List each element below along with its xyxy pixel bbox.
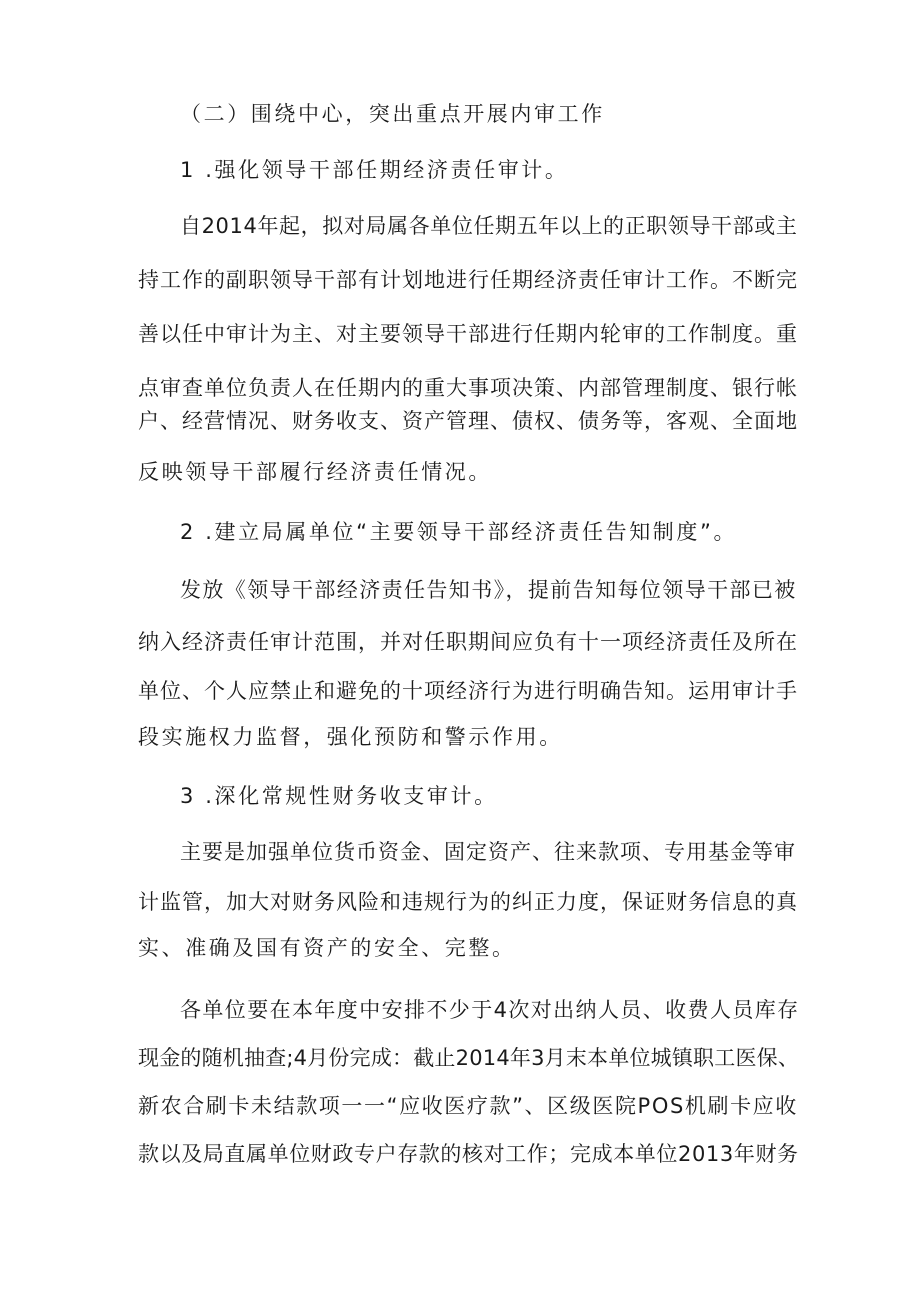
paragraph-4-line-2: 现金的随机抽查;4月份完成：截止2014年3月末本单位城镇职工医保、	[138, 1046, 800, 1070]
paragraph-2-line-2: 纳入经济责任审计范围，并对任职期间应负有十一项经济责任及所在	[138, 630, 798, 654]
item-2-title: 2 .建立局属单位“主要领导干部经济责任告知制度”。	[180, 520, 738, 544]
paragraph-1-line-6: 反映领导干部履行经济责任情况。	[138, 460, 492, 484]
item-3-title: 3 .深化常规性财务收支审计。	[180, 784, 498, 808]
paragraph-4-line-1: 各单位要在本年度中安排不少于4次对出纳人员、收费人员库存	[180, 998, 800, 1022]
paragraph-4-line-3: 新农合刷卡未结款项一一“应收医疗款”、区级医院POS机刷卡应收	[138, 1094, 798, 1118]
section-heading: （二）围绕中心，突出重点开展内审工作	[180, 102, 605, 126]
paragraph-1-line-2: 持工作的副职领导干部有计划地进行任期经济责任审计工作。不断完	[138, 268, 798, 292]
item-1-title: 1 .强化领导干部任期经济责任审计。	[180, 158, 569, 182]
paragraph-1-line-4: 点审查单位负责人在任期内的重大事项决策、内部管理制度、银行帐	[138, 376, 798, 400]
paragraph-2-line-1: 发放《领导干部经济责任告知书》，提前告知每位领导干部已被	[180, 578, 797, 602]
paragraph-2-line-4: 段实施权力监督，强化预防和警示作用。	[138, 725, 563, 749]
paragraph-3-line-1: 主要是加强单位货币资金、固定资产、往来款项、专用基金等审	[180, 840, 796, 864]
paragraph-3-line-2: 计监管，加大对财务风险和违规行为的纠正力度，保证财务信息的真	[138, 890, 798, 914]
paragraph-1-line-1: 自2014年起，拟对局属各单位任期五年以上的正职领导干部或主	[180, 214, 798, 238]
paragraph-4-line-4: 款以及局直属单位财政专户存款的核对工作；完成本单位2013年财务	[138, 1142, 799, 1166]
paragraph-1-line-3: 善以任中审计为主、对主要领导干部进行任期内轮审的工作制度。重	[138, 322, 798, 346]
paragraph-3-line-3: 实、准确及国有资产的安全、完整。	[138, 936, 516, 960]
paragraph-2-line-3: 单位、个人应禁止和避免的十项经济行为进行明确告知。运用审计手	[138, 679, 798, 703]
paragraph-1-line-5: 户、经营情况、财务收支、资产管理、债权、债务等，客观、全面地	[138, 409, 798, 433]
